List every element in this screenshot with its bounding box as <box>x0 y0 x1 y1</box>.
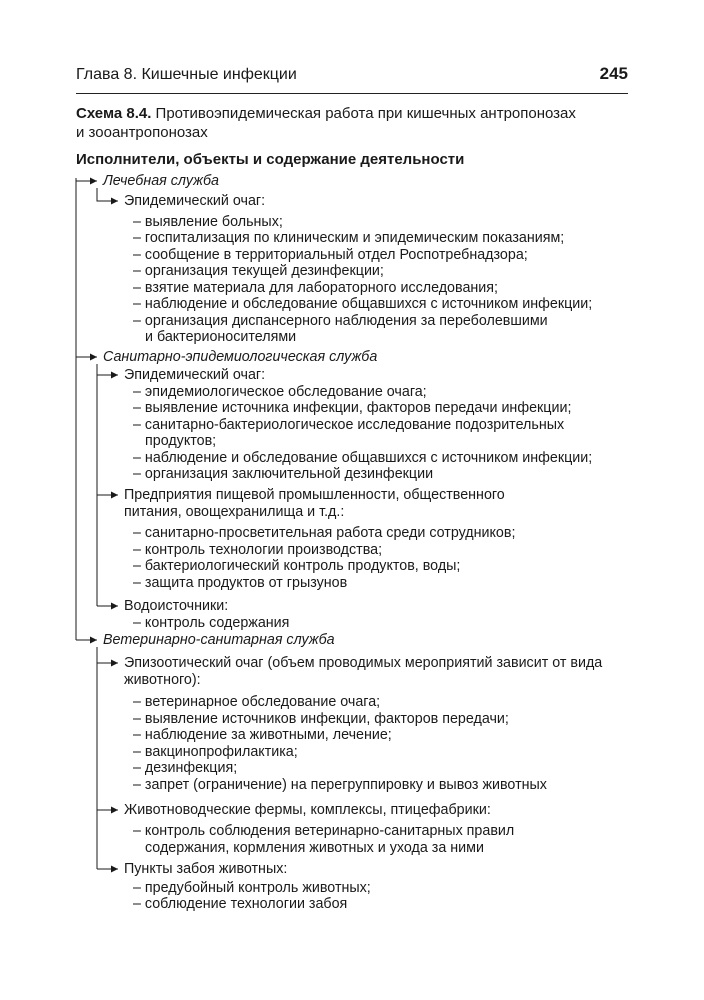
slaughter-points-title: Пункты забоя животных: <box>124 861 288 877</box>
list-item-continuation: содержания, кормления животных и ухода за ними <box>145 840 484 856</box>
list-item: – санитарно-бактериологическое исследование подозрительных <box>133 417 565 433</box>
list-item: – контроль технологии производства; <box>133 542 383 558</box>
list-item: – эпидемиологическое обследование очага; <box>133 384 427 400</box>
list-item: – госпитализация по клиническим и эпидемическим показаниям; <box>133 230 565 246</box>
list-item: – санитарно-просветительная работа среди сотрудников; <box>133 525 516 541</box>
scheme-title-line1: Противоэпидемическая работа при кишечных антропонозах <box>155 105 576 122</box>
list-item: – соблюдение технологии забоя <box>133 896 348 912</box>
arrow-medical-focus <box>97 188 118 201</box>
veterinary-service-label: Ветеринарно-санитарная служба <box>103 632 335 648</box>
farms-title: Животноводческие фермы, комплексы, птицефабрики: <box>124 802 491 818</box>
list-item: – выявление источников инфекции, факторов передачи; <box>133 711 509 727</box>
list-item: – вакцинопрофилактика; <box>133 744 298 760</box>
list-item: – организация текущей дезинфекции; <box>133 263 384 279</box>
list-item: – наблюдение и обследование общавшихся с источником инфекции; <box>133 450 593 466</box>
epizootic-focus-title-line1: Эпизоотический очаг (объем проводимых мероприятий зависит от вида <box>124 655 603 671</box>
list-item: – дезинфекция; <box>133 760 238 776</box>
list-item: – выявление источника инфекции, факторов передачи инфекции; <box>133 400 572 416</box>
list-item: – сообщение в территориальный отдел Роспотребнадзора; <box>133 247 528 263</box>
list-item: – предубойный контроль животных; <box>133 880 371 896</box>
medical-service-label: Лечебная служба <box>103 173 219 189</box>
page-number: 245 <box>599 64 628 83</box>
chapter-title: Глава 8. Кишечные инфекции <box>76 66 297 83</box>
list-item: – бактериологический контроль продуктов, воды; <box>133 558 461 574</box>
list-item: – выявление больных; <box>133 214 283 230</box>
sanitary-service-label: Санитарно-эпидемиологическая служба <box>103 349 378 365</box>
list-item: – ветеринарное обследование очага; <box>133 694 381 710</box>
list-item: – взятие материала для лабораторного исследования; <box>133 280 498 296</box>
sanitary-focus-title: Эпидемический очаг: <box>124 367 266 383</box>
water-sources-title: Водоисточники: <box>124 598 229 614</box>
list-item: – контроль содержания <box>133 615 290 631</box>
scheme-label: Схема 8.4. <box>76 105 152 122</box>
list-item: – организация диспансерного наблюдения за переболевшими <box>133 313 548 329</box>
scheme-title-line2: и зооантропонозах <box>76 124 208 141</box>
list-item-continuation: и бактерионосителями <box>145 329 297 345</box>
list-item-continuation: продуктов; <box>145 433 217 449</box>
epizootic-focus-title-line2: животного): <box>124 672 201 688</box>
list-item: – защита продуктов от грызунов <box>133 575 348 591</box>
section-heading: Исполнители, объекты и содержание деятельности <box>76 151 465 168</box>
list-item: – наблюдение и обследование общавшихся с источником инфекции; <box>133 296 593 312</box>
medical-focus-title: Эпидемический очаг: <box>124 193 266 209</box>
food-enterprises-title-line1: Предприятия пищевой промышленности, общественного <box>124 487 505 503</box>
food-enterprises-title-line2: питания, овощехранилища и т.д.: <box>124 504 345 520</box>
list-item: – организация заключительной дезинфекции <box>133 466 434 482</box>
list-item: – контроль соблюдения ветеринарно-санитарных правил <box>133 823 515 839</box>
list-item: – наблюдение за животными, лечение; <box>133 727 392 743</box>
list-item: – запрет (ограничение) на перегруппировку и вывоз животных <box>133 777 547 793</box>
